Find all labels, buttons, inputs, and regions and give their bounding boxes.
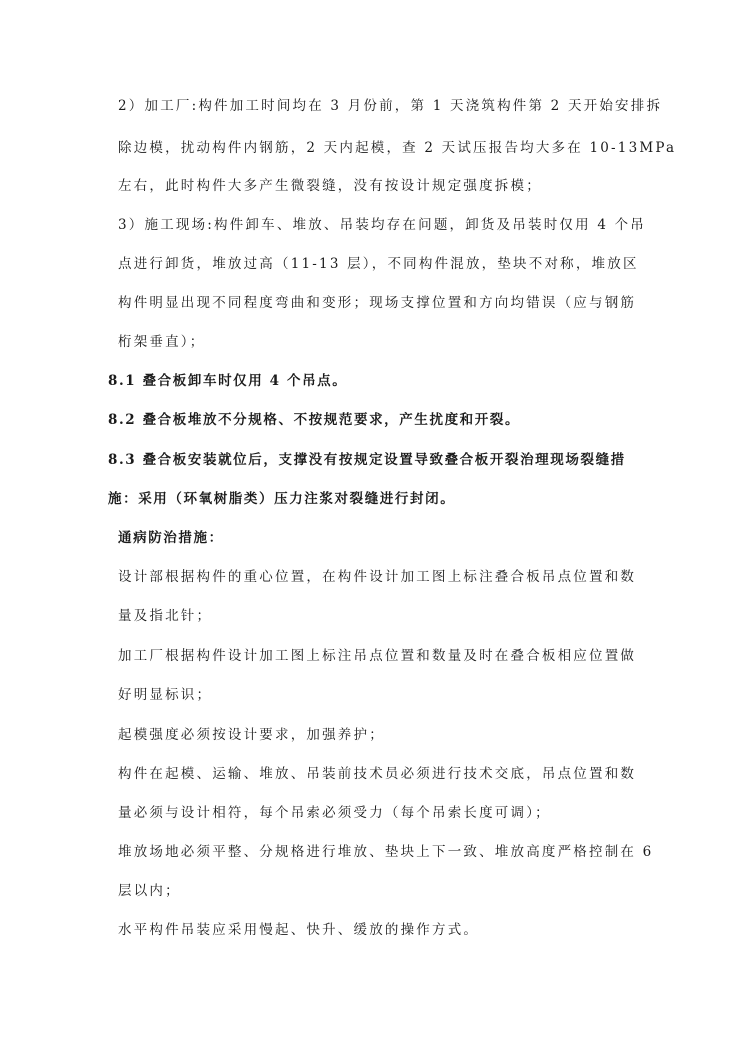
- section-heading-8-3: 8.3 叠合板安装就位后，支撑没有按规定设置导致叠合板开裂治理现场裂缝措: [108, 452, 626, 468]
- text-line: 设计部根据构件的重心位置，在构件设计加工图上标注叠合板吊点位置和数: [118, 569, 637, 585]
- section-heading-8-2: 8.2 叠合板堆放不分规格、不按规范要求，产生扰度和开裂。: [108, 412, 521, 428]
- measures-heading: 通病防治措施：: [118, 530, 224, 546]
- text-line: 层以内；: [118, 883, 181, 899]
- text-line: 点进行卸货，堆放过高（11-13 层），不同构件混放，垫块不对称，堆放区: [118, 256, 639, 272]
- section-heading-8-3-cont: 施：采用（环氧树脂类）压力注浆对裂缝进行封闭。: [108, 491, 456, 507]
- text-line: 量及指北针；: [118, 608, 213, 624]
- text-line: 构件在起模、运输、堆放、吊装前技术员必须进行技术交底，吊点位置和数: [118, 766, 637, 782]
- text-line: 堆放场地必须平整、分规格进行堆放、垫块上下一致、堆放高度严格控制在 6: [118, 844, 654, 860]
- text-line: 构件明显出现不同程度弯曲和变形；现场支撑位置和方向均错误（应与钢筋: [118, 295, 637, 311]
- text-line: 加工厂根据构件设计加工图上标注吊点位置和数量及时在叠合板相应位置做: [118, 648, 637, 664]
- text-line: 桁架垂直）；: [118, 334, 206, 350]
- text-line: 好明显标识；: [118, 687, 213, 703]
- text-line: 3）施工现场:构件卸车、堆放、吊装均存在问题，卸货及吊装时仅用 4 个吊: [118, 217, 647, 233]
- text-line: 起模强度必须按设计要求，加强养护；: [118, 727, 385, 743]
- text-line: 2）加工厂:构件加工时间均在 3 月份前，第 1 天浇筑构件第 2 天开始安排拆: [118, 98, 663, 114]
- text-line: 除边模，扰动构件内钢筋，2 天内起模，查 2 天试压报告均大多在 10-13MPa: [118, 140, 677, 156]
- text-line: 量必须与设计相符，每个吊索必须受力（每个吊索长度可调）；: [118, 805, 551, 821]
- section-heading-8-1: 8.1 叠合板卸车时仅用 4 个吊点。: [108, 373, 348, 389]
- text-line: 左右，此时构件大多产生微裂缝，没有按设计规定强度拆模；: [118, 178, 542, 194]
- text-line: 水平构件吊装应采用慢起、快升、缓放的操作方式。: [118, 922, 480, 938]
